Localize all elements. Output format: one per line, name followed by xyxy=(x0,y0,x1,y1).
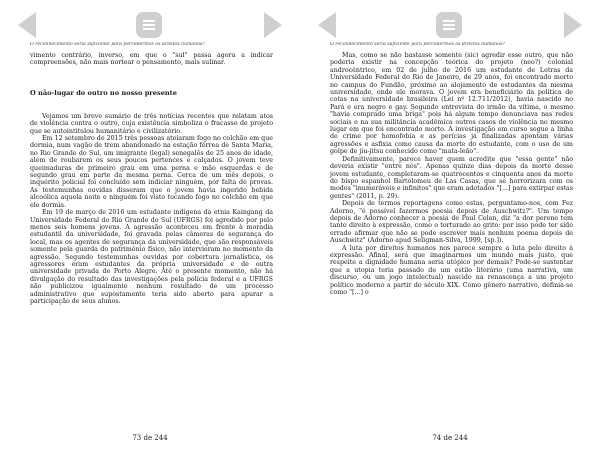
next-page-arrow-icon[interactable] xyxy=(264,12,282,38)
right-page-body xyxy=(330,52,573,296)
menu-icon[interactable] xyxy=(436,12,462,38)
paragraph: Depois de termos reportagens como estas, perguntamo-nos, com Fez Adorno, "é possível fazermos poesia depois de Auschwitz?". Um tempo depois de Adorno conhecer a poesia de Paul Celan, diz "a dor perene tem tanto direito à expressão, como o torturado ao grito: por isso pode ter sido errado afirmar que não se pode escrever mais nenhum poema depois de Auschwitz" (Adorno apud Seligman-Silva, 1999, [sp.]). xyxy=(330,200,573,245)
previous-page-arrow-icon[interactable] xyxy=(18,12,36,38)
page-number: 73 de 244 xyxy=(132,434,168,442)
running-header: O reconhecimento seria suficiente para percebermos os direitos humanos? xyxy=(330,42,505,47)
paragraph: Vejamos um breve sumário de três notícias recentes que relatam atos de violência contra o outro, cuja existência simboliza o fracasso de projeto que se autointitulou humanitário e civilizatório. xyxy=(30,112,273,135)
left-nav-bar xyxy=(0,8,300,40)
paragraph: vimento contrário, inverso, em que o "sul" passa agora a indicar compreensões, não mais nortear o pensamento, mais sulinar. xyxy=(30,52,273,67)
menu-icon[interactable] xyxy=(136,12,162,38)
paragraph: Mas, como se não bastasse somente (sic) agredir esse outro, que não poderia existir na concepção teórica do projeto (neo?) colonial androcêntrico, em 02 de julho de 2016 um estudante de Letras da Universidade Federal do Rio de Janeiro, de 29 anos, foi encontrado morto no campus do Fundão, próximo ao alojamento de estudantes da mesma universidade, onde ele morava. O jovem era beneficiário da política de cotas na universidade brasileira (Lei nº 12.711/2012), havia nascido no Pará e era negro e gay. Segundo entrevista do irmão da vítima, o mesmo "havia comprado uma briga" pois há algum tempo denunciava nas redes sociais e na sua militância acadêmica outros casos de violência no mesmo lugar em que foi encontrado morto. A investigação em curso segue a linha de crime por homofobia e as perícias já finalizadas apontam várias agressões e asfixia como causa da morte do estudante, com o uso de um golpe de jiu-jitsu conhecido como "mata-leão". xyxy=(330,52,573,156)
right-page xyxy=(300,0,600,450)
section-title: O não-lugar do outro no nosso presente xyxy=(30,88,177,97)
running-header: O reconhecimento seria suficiente para percebermos os direitos humanos? xyxy=(30,42,205,47)
paragraph: Definitivamente, parece haver quem acredite que "essa gente" não deveria existir "entre nós". Apenas quinze dias depois da morte desse jovem estudante, completaram-se quatrocentos e cinquenta anos da morte do bispo espanhol Bartolomeu de Las Casas, que se horrorizara com os modos "inumeráveis e infinitos" que eram adotados "[...] para extirpar estas gentes" (2011, p. 29). xyxy=(330,155,574,200)
paragraph: A luta por direitos humanos nos parece sempre a luta pelo direito à expressão. Afinal, será que imaginarmos um mundo mais justo, que respeite a dignidade humana seria utópico por demais? Pode-se sustentar que a utopia teria passado de um estilo literário (uma narrativa, um discurso, ou um jogo intelectual) nascido na renascença a um projeto político moderno a partir do século XIX. Como gênero narrativo, definia-se como "[...] o xyxy=(330,244,573,296)
page-number: 74 de 244 xyxy=(432,434,468,442)
next-page-arrow-icon[interactable] xyxy=(564,12,582,38)
previous-page-arrow-icon[interactable] xyxy=(318,12,336,38)
right-nav-bar xyxy=(300,8,600,40)
paragraph: Em 19 de março de 2016 um estudante indígena da etnia Kaingang da Universidade Federal do Rio Grande do Sul (UFRGS) foi agredido por pelo menos seis homens jovens. A agressão aconteceu em frente à moradia estudantil da universidade, foi gravada pelas câmeras de segurança do local, mas os agentes de segurança da universidade, que são responsáveis somente pela guarda do patrimônio físico, não intervieram no momento da agressão. Segundo testemunhas ouvidas por cobertura jornalística, os agressores eram estudantes da própria universidade e de outra universidade privada de Porto Alegre. Até o presente momento, não há divulgação do resultado das investigações pela polícia federal e a UFRGS não publicizou igualmente nenhum resultado de um processo administrativo que supostamente teria sido aberto para apurar a participação de seus alunos. xyxy=(30,209,273,305)
paragraph: Em 12 setembro de 2015 três pessoas ateiaram fogo no colchão em que dormia, num vagão de trem abandonado na estação férrea de Santa Maria, no Rio Grande do Sul, um imigrante (legal) senegalês de 25 anos de idade, além de roubarem os seus poucos pertences e calçados. O jovem teve queimaduras de primeiro grau em uma perna e mão esquerdas e de segundo grau em parte da mesma perna. Cerca de um mês depois, o inquérito policial foi concluído sem indiciar ninguém, por falta de provas. As testemunhas ouvidas disseram que o jovem havia ingerido bebida alcoólica aquela noite e ninguém foi visto tocando fogo no colchão em que ele dormia. xyxy=(30,135,273,209)
left-page-body xyxy=(30,52,273,305)
